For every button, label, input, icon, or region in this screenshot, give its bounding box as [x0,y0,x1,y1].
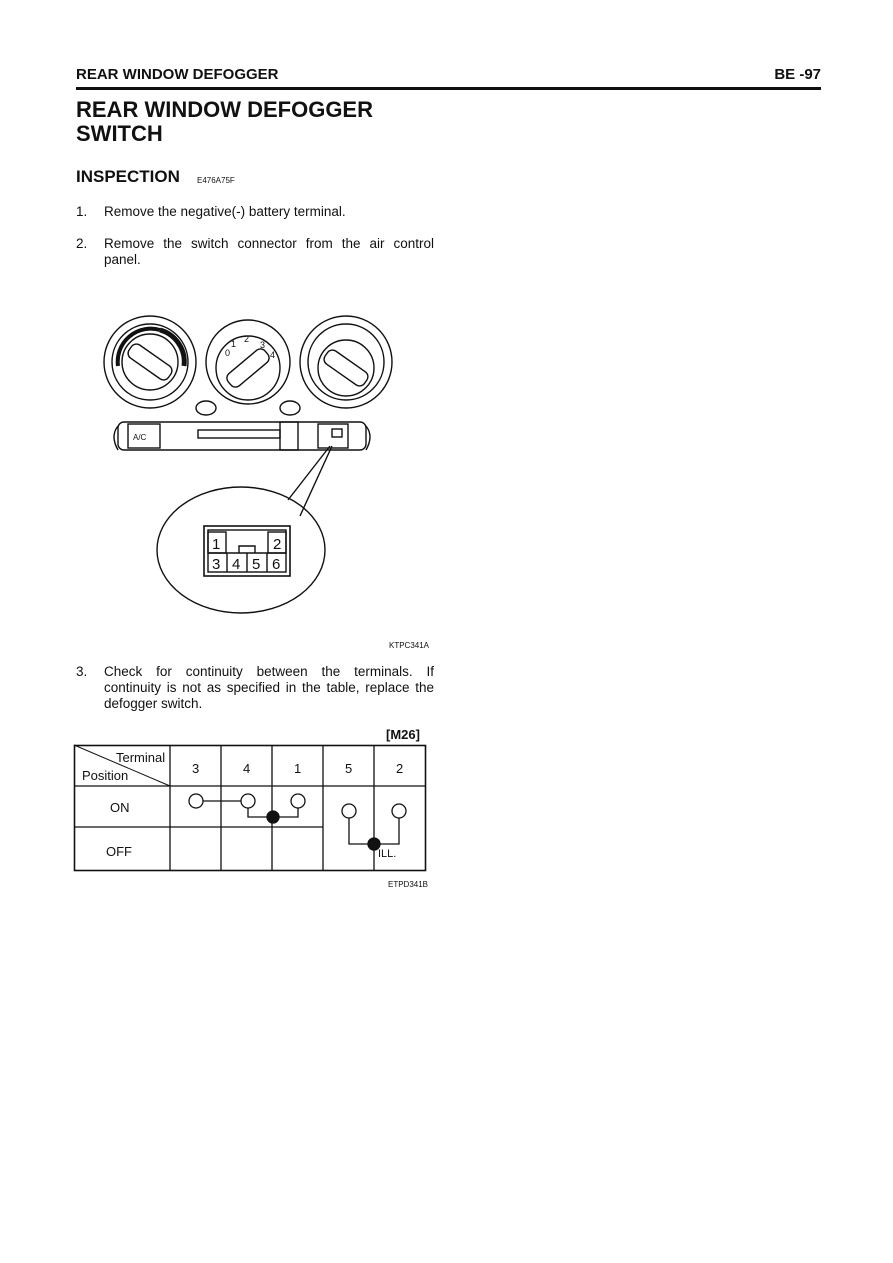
terminal-4-on-node [241,794,255,808]
indicator-lamp-icon [267,811,279,823]
terminal-header-5: 5 [345,761,353,776]
row-label-on: ON [110,800,130,815]
page-title [76,98,496,146]
step-1 [76,204,434,220]
header-rule [76,87,821,90]
temp-slider [280,422,298,450]
fan-label-2: 2 [244,334,250,344]
pin-label-6: 6 [272,556,281,573]
fan-label-1: 1 [231,339,237,349]
pin-label-3: 3 [212,556,221,573]
terminal-header-4: 4 [243,761,251,776]
fan-label-4: 4 [270,350,276,360]
terminal-1-on-node [291,794,305,808]
step-2-number: 2. [76,236,88,251]
step-1-text: Remove the negative(-) battery terminal. [104,204,346,219]
terminal-3-on-node [189,794,203,808]
figure-1-code: KTPC341A [389,641,430,650]
continuity-table [74,745,426,871]
rear-defog-button [318,424,348,448]
page-number: BE -97 [774,66,821,83]
connector-tag: [M26] [386,727,420,742]
table-code: ETPD341B [388,880,429,889]
header-position: Position [82,768,129,783]
terminal-header-1: 1 [294,761,302,776]
step-2 [76,236,434,268]
step-3 [76,664,434,712]
pin-label-1: 1 [212,536,221,553]
ill-label: ILL. [378,848,397,860]
control-panel-figure [100,310,400,622]
ac-label: A/C [133,433,147,442]
fan-label-3: 3 [260,340,266,350]
step-3-text: Check for continuity between the terminals. If continuity is not as specified in the table, replace the defogger switch. [104,664,434,711]
temperature-knob [104,316,196,408]
step-2-text: Remove the switch connector from the air control panel. [104,236,434,267]
fan-speed-knob [206,320,290,404]
pin-label-4: 4 [232,556,241,573]
mode-knob [300,316,392,408]
pin-label-5: 5 [252,556,261,573]
page-title-line-2: SWITCH [76,121,163,146]
page-title-line-1: REAR WINDOW DEFOGGER [76,97,373,122]
inspection-code: E476A75F [197,176,235,185]
terminal-5-node [342,804,356,818]
row-label-off: OFF [106,844,132,859]
terminal-header-2: 2 [396,761,404,776]
defrost-button [280,401,300,415]
header-section-title: REAR WINDOW DEFOGGER [76,66,279,83]
pin-label-2: 2 [273,536,282,553]
header-terminal: Terminal [116,750,166,765]
terminal-header-3: 3 [192,761,200,776]
fan-label-0: 0 [225,348,231,358]
recirc-button [196,401,216,415]
terminal-2-node [392,804,406,818]
step-1-number: 1. [76,204,88,219]
step-3-number: 3. [76,664,88,679]
inspection-heading: INSPECTION [76,167,180,186]
